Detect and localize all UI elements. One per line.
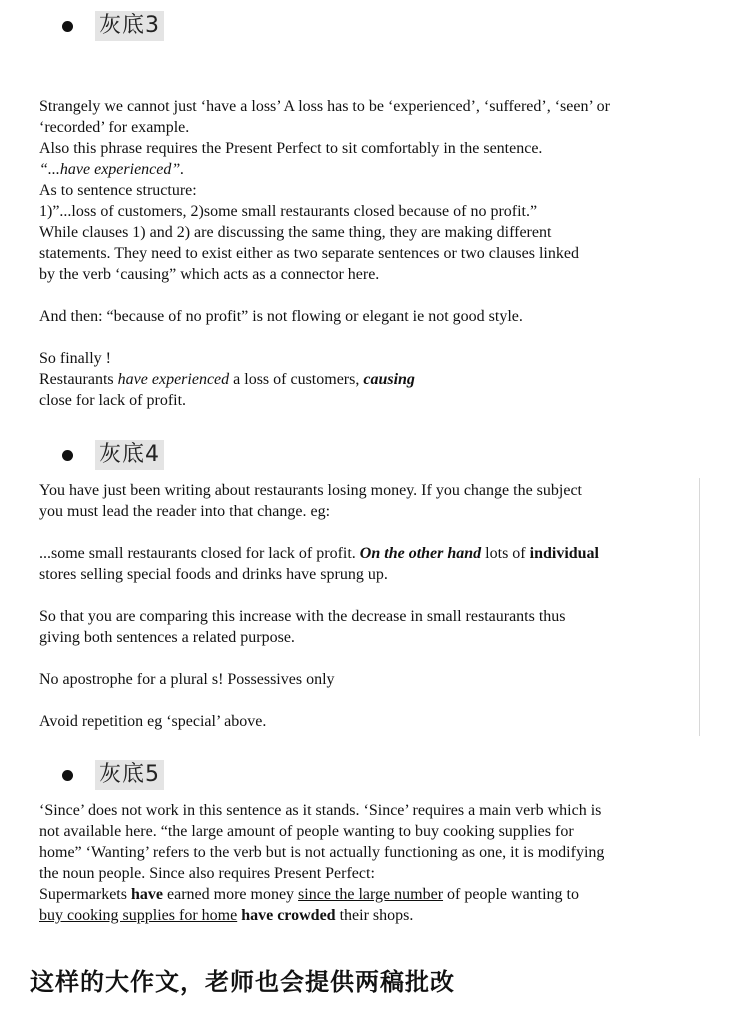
text-line: by the verb ‘causing” which acts as a connector here. bbox=[39, 266, 380, 283]
text-line: buy cooking supplies for home have crowded their shops. bbox=[39, 907, 414, 924]
text-line: statements. They need to exist either as two separate sentences or two clauses linked bbox=[39, 245, 579, 262]
text-line: ...some small restaurants closed for lack of profit. On the other hand lots of individual bbox=[39, 545, 599, 562]
text-line: “...have experienced”. bbox=[39, 161, 185, 178]
text-line: No apostrophe for a plural s! Possessives only bbox=[39, 671, 335, 688]
text-line: Supermarkets have earned more money since the large number of people wanting to bbox=[39, 886, 579, 903]
text-line: Restaurants have experienced a loss of customers, causing bbox=[39, 371, 415, 388]
section-heading-5 bbox=[62, 759, 164, 791]
text-line: ‘Since’ does not work in this sentence as it stands. ‘Since’ requires a main verb which is bbox=[39, 802, 602, 819]
text-line: the noun people. Since also requires Present Perfect: bbox=[39, 865, 375, 882]
text-line: giving both sentences a related purpose. bbox=[39, 629, 295, 646]
text-line: stores selling special foods and drinks have sprung up. bbox=[39, 566, 388, 583]
text-line: So finally ! bbox=[39, 350, 111, 367]
section-heading-3 bbox=[62, 10, 164, 42]
bullet-icon bbox=[62, 450, 73, 461]
heading-label: 灰底3 bbox=[95, 11, 164, 41]
text-line: not available here. “the large amount of people wanting to buy cooking supplies for bbox=[39, 823, 574, 840]
text-line: So that you are comparing this increase with the decrease in small restaurants thus bbox=[39, 608, 566, 625]
section-heading-4 bbox=[62, 439, 164, 471]
bullet-icon bbox=[62, 21, 73, 32]
section-3-body bbox=[39, 96, 699, 411]
text-line: Avoid repetition eg ‘special’ above. bbox=[39, 713, 267, 730]
text-line: As to sentence structure: bbox=[39, 182, 197, 199]
text-line: close for lack of profit. bbox=[39, 392, 187, 409]
heading-label: 灰底4 bbox=[95, 440, 164, 470]
text-line: 1)”...loss of customers, 2)some small restaurants closed because of no profit.” bbox=[39, 203, 538, 220]
heading-label: 灰底5 bbox=[95, 760, 164, 790]
text-line: You have just been writing about restaurants losing money. If you change the subject bbox=[39, 482, 582, 499]
section-5-body bbox=[39, 800, 699, 926]
section-4-body bbox=[39, 480, 699, 732]
footer-caption: 这样的大作文，老师也会提供两稿批改 bbox=[30, 968, 455, 996]
bullet-icon bbox=[62, 770, 73, 781]
text-line: you must lead the reader into that change. eg: bbox=[39, 503, 331, 520]
text-line: Also this phrase requires the Present Perfect to sit comfortably in the sentence. bbox=[39, 140, 543, 157]
text-line: And then: “because of no profit” is not flowing or elegant ie not good style. bbox=[39, 308, 523, 325]
margin-divider bbox=[699, 478, 700, 736]
text-line: Strangely we cannot just ‘have a loss’ A loss has to be ‘experienced’, ‘suffered’, ‘seen’ or bbox=[39, 98, 610, 115]
text-line: While clauses 1) and 2) are discussing the same thing, they are making different bbox=[39, 224, 552, 241]
text-line: ‘recorded’ for example. bbox=[39, 119, 190, 136]
text-line: home” ‘Wanting’ refers to the verb but is not actually functioning as one, it is modifying bbox=[39, 844, 605, 861]
